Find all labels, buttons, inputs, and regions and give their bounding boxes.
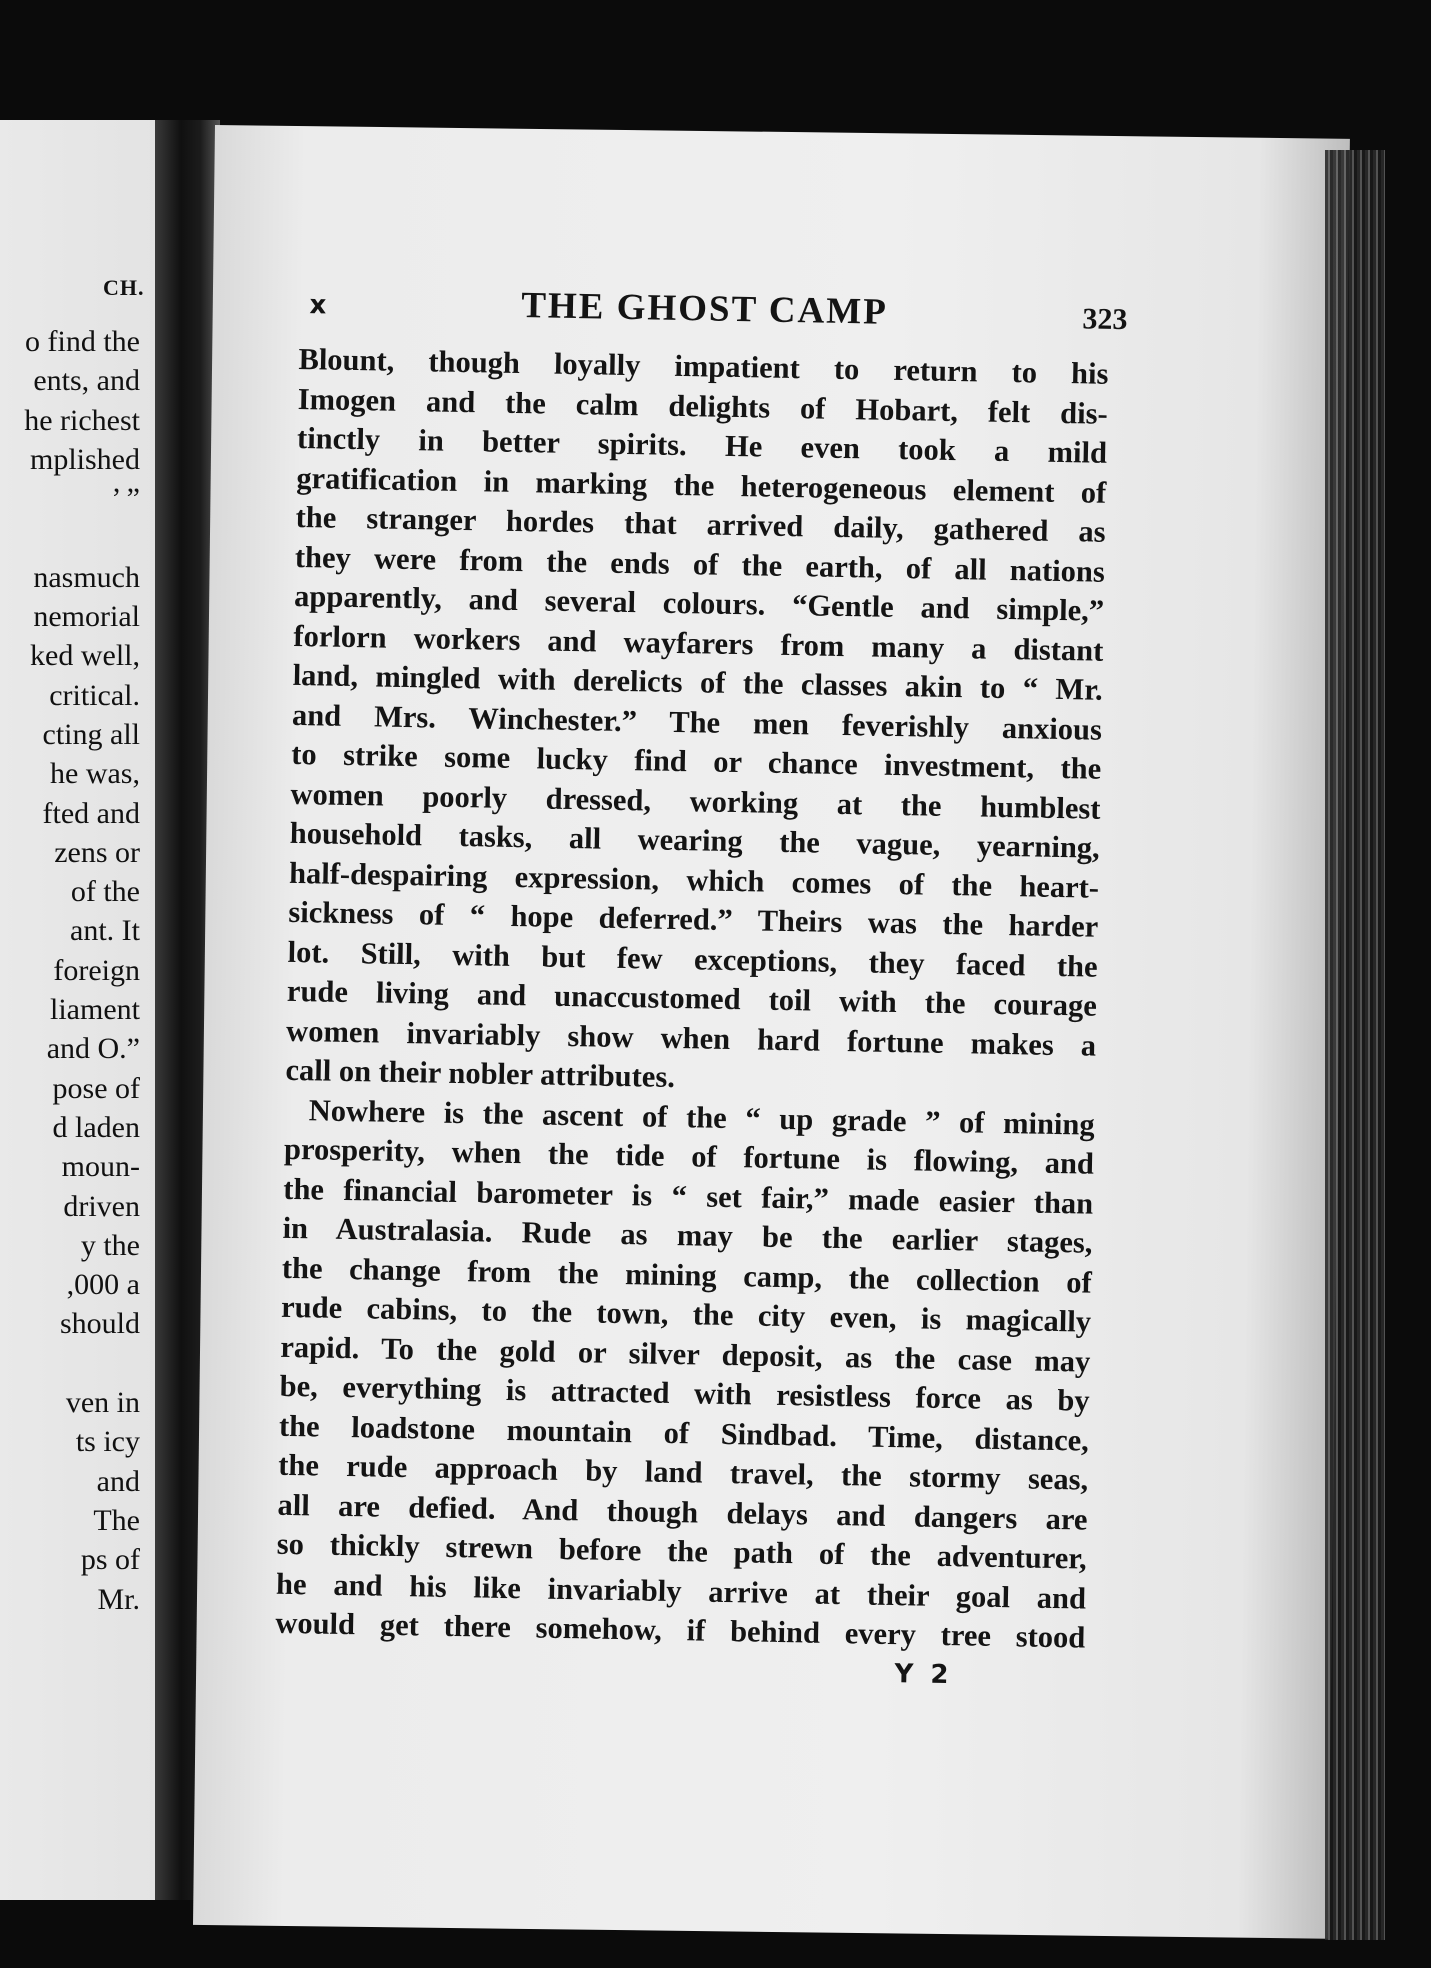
text-line: so thickly strewn before the path of the adventurer, <box>276 1526 1088 1576</box>
text-line: the loadstone mountain of Sindbad. Time, distance, <box>278 1408 1090 1458</box>
text-line: Imogen and the calm delights of Hobart, felt dis- <box>297 381 1109 431</box>
chapter-number: x <box>309 290 327 321</box>
text-line: Blount, though loyally impatient to return to his <box>298 341 1109 391</box>
text-line: land, mingled with derelicts of the classes akin to “ Mr. <box>292 657 1103 707</box>
text-line: rude cabins, to the town, the city even, is magically <box>280 1289 1092 1339</box>
text-line: the change from the mining camp, the collection of <box>281 1250 1093 1300</box>
text-line: and Mrs. Winchester.” The men feverishly anxious <box>291 697 1103 747</box>
text-line: call on their nobler attributes. <box>285 1052 676 1095</box>
left-text-line: ant. It <box>70 914 140 948</box>
page-edge <box>1325 150 1385 1940</box>
left-text-line: mplished <box>30 442 140 476</box>
left-text-line <box>0 518 140 557</box>
text-line: forlorn workers and wayfarers from many a distant <box>293 618 1104 668</box>
text-line: gratification in marking the heterogeneous element of <box>296 460 1107 510</box>
paragraph <box>285 340 1109 1105</box>
text-line: in Australasia. Rude as may be the earlier stages, <box>282 1210 1093 1260</box>
text-line: be, everything is attracted with resistless force as by <box>279 1368 1090 1418</box>
left-running-head: CH. <box>103 275 145 300</box>
left-text-line: ven in <box>65 1386 140 1420</box>
left-text-line: foreign <box>53 953 140 987</box>
text-line: rude living and unaccustomed toil with the courage <box>286 973 1098 1023</box>
text-line: he and his like invariably arrive at their goal and <box>275 1566 1087 1616</box>
page-title: THE GHOST CAMP <box>520 285 889 333</box>
left-text-line: cting all <box>42 717 140 751</box>
text-line: apparently, and several colours. “Gentle and simple,” <box>293 578 1105 628</box>
left-text-line: ents, and <box>33 364 140 398</box>
left-text-line: nemorial <box>33 600 140 634</box>
left-text-line: driven <box>63 1189 140 1223</box>
left-text-line: o find the <box>25 325 140 358</box>
left-text-line: of the <box>70 875 140 909</box>
text-line: the stranger hordes that arrived daily, gathered as <box>295 499 1106 549</box>
text-line: household tasks, all wearing the vague, yearning, <box>289 815 1101 865</box>
left-text-line: moun- <box>61 1150 140 1184</box>
text-line: lot. Still, with but few exceptions, they faced the <box>287 934 1098 984</box>
body-text <box>275 340 1109 1658</box>
text-line: Nowhere is the ascent of the “ up grade ” of mining <box>308 1092 1095 1142</box>
left-text-line: ts icy <box>75 1425 140 1459</box>
left-text-line: and O.” <box>46 1032 140 1066</box>
left-page-text <box>0 322 140 1619</box>
left-text-line: d laden <box>52 1110 140 1144</box>
text-line: prosperity, when the tide of fortune is flowing, and <box>283 1131 1095 1181</box>
text-line: the financial barometer is “ set fair,” made easier than <box>283 1171 1094 1221</box>
page-number: 323 <box>1082 302 1128 337</box>
left-text-line: nasmuch <box>33 560 140 594</box>
text-line: all are defied. And though delays and dangers are <box>277 1487 1088 1537</box>
left-text-line: The <box>93 1503 140 1537</box>
left-text-line: he richest <box>24 403 140 437</box>
left-text-line: he was, <box>50 757 140 791</box>
text-line: sickness of “ hope deferred.” Theirs was the harder <box>288 894 1099 944</box>
left-text-line: Mr. <box>97 1582 140 1616</box>
left-text-line: fted and <box>42 796 140 830</box>
left-text-line: y the <box>80 1228 140 1262</box>
left-text-line: ps of <box>80 1543 140 1577</box>
left-text-line: ked well, <box>30 639 140 673</box>
text-line: they were from the ends of the earth, of all nations <box>294 539 1106 589</box>
text-line: rapid. To the gold or silver deposit, as the case may <box>280 1329 1091 1379</box>
left-text-line: and <box>96 1464 140 1498</box>
text-line: women invariably show when hard fortune makes a <box>285 1013 1097 1063</box>
signature-mark: Y 2 <box>894 1658 953 1690</box>
text-line: to strike some lucky find or chance investment, the <box>291 736 1102 786</box>
left-text-line: liament <box>50 993 140 1027</box>
left-text-line: ,000 a <box>66 1268 140 1302</box>
left-text-line: should <box>59 1307 140 1341</box>
text-line: half-despairing expression, which comes of the heart- <box>288 855 1100 905</box>
text-line: the rude approach by land travel, the stormy seas, <box>277 1447 1089 1497</box>
text-line: tinctly in better spirits. He even took a mild <box>296 420 1108 470</box>
right-page-content <box>274 280 1128 1692</box>
left-text-line: ’ ” <box>111 482 140 516</box>
left-text-line: zens or <box>54 835 140 869</box>
paragraph <box>275 1090 1095 1658</box>
left-text-line: critical. <box>49 678 140 712</box>
text-line: women poorly dressed, working at the humblest <box>290 776 1101 826</box>
left-text-line: pose of <box>52 1071 140 1105</box>
text-line: would get there somehow, if behind every tree stood <box>275 1605 1086 1655</box>
left-text-line <box>0 1344 140 1383</box>
